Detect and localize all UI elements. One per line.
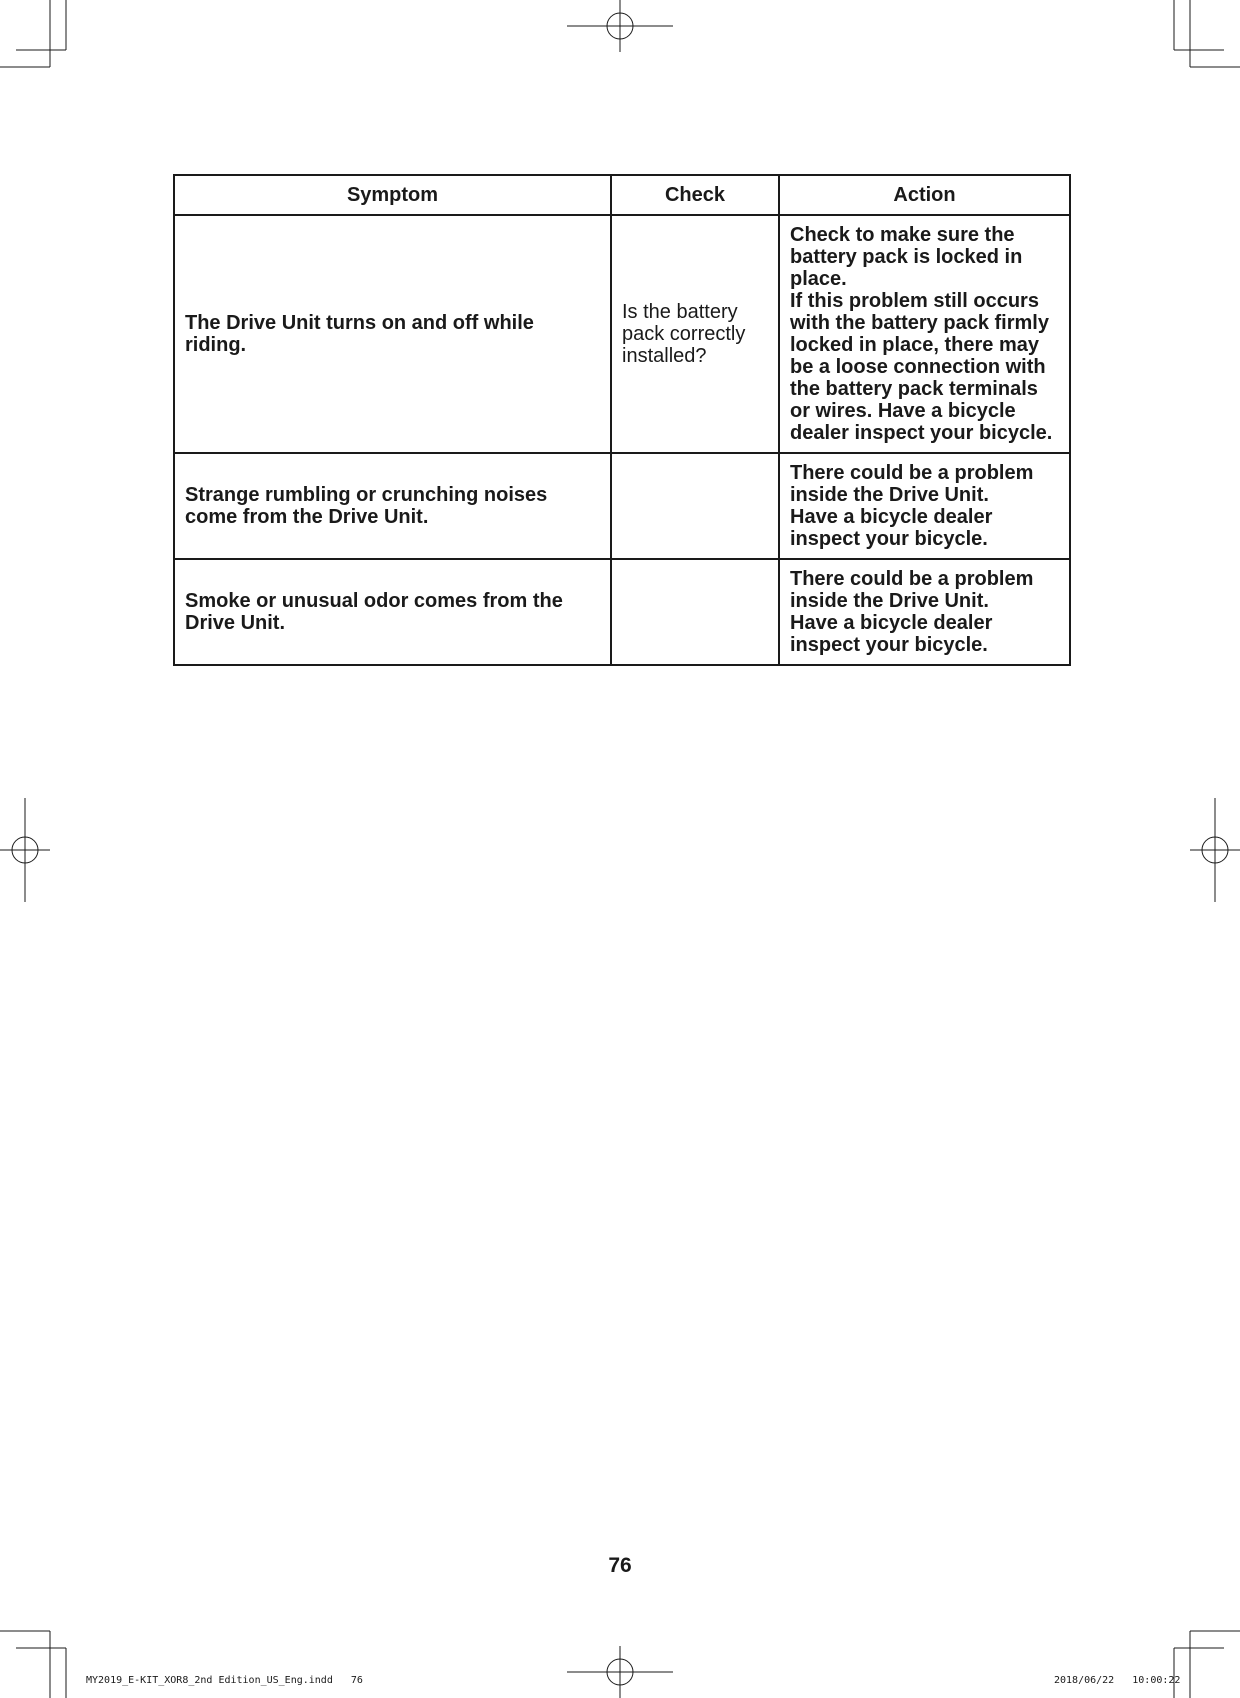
header-check: Check (611, 175, 779, 215)
slug-filename: MY2019_E-KIT_XOR8_2nd Edition_US_Eng.indd 76 (86, 1675, 363, 1686)
symptom-cell: The Drive Unit turns on and off while riding. (174, 215, 611, 453)
slug-timestamp: 2018/06/22 10:00:22 (1054, 1675, 1181, 1686)
header-action: Action (779, 175, 1070, 215)
check-cell: Is the battery pack correctly installed? (611, 215, 779, 453)
page-number: 76 (608, 1554, 632, 1577)
action-cell: There could be a problem inside the Drive Unit. Have a bicycle dealer inspect your bicycle. (779, 453, 1070, 559)
action-cell: There could be a problem inside the Drive Unit. Have a bicycle dealer inspect your bicycle. (779, 559, 1070, 665)
table-row (174, 453, 1070, 559)
troubleshooting-table (173, 174, 1071, 666)
check-cell (611, 453, 779, 559)
table-row (174, 215, 1070, 453)
symptom-cell: Smoke or unusual odor comes from the Drive Unit. (174, 559, 611, 665)
header-symptom: Symptom (174, 175, 611, 215)
symptom-cell: Strange rumbling or crunching noises come from the Drive Unit. (174, 453, 611, 559)
table-row (174, 559, 1070, 665)
header-row (174, 175, 1070, 215)
check-cell (611, 559, 779, 665)
action-cell: Check to make sure the battery pack is locked in place. If this problem still occurs with the battery pack firmly locked in place, there may be a loose connection with the battery pack terminals or wires. Have a bicycle dealer inspect your bicycle. (779, 215, 1070, 453)
